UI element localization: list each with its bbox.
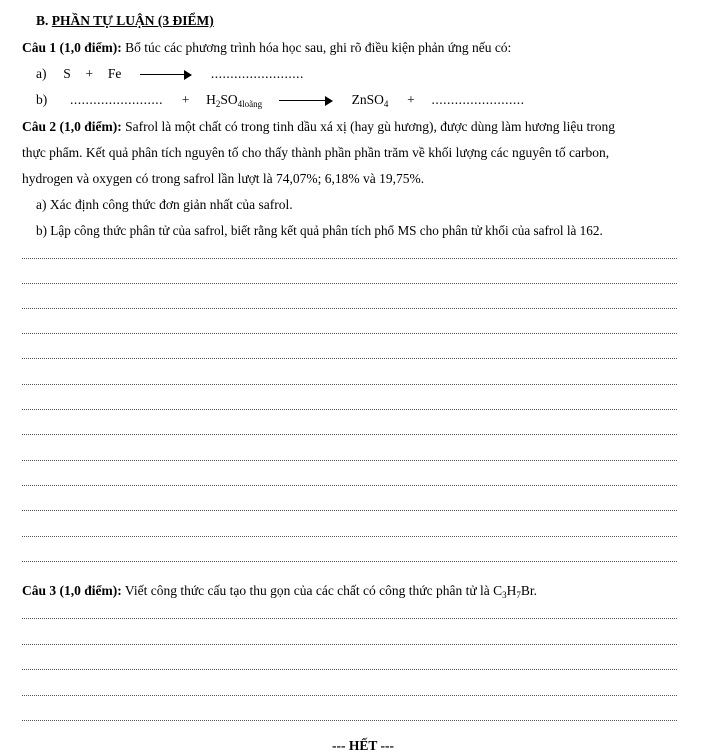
answer-line[interactable] <box>22 358 677 359</box>
question-2-label: Câu 2 (1,0 điểm): <box>22 119 122 134</box>
answer-line[interactable] <box>22 618 677 619</box>
question-2-line-3: hydrogen và oxygen có trong safrol lần lượt là 74,07%; 6,18% và 19,75%. <box>22 171 425 186</box>
answer-line[interactable] <box>22 669 677 670</box>
question-1a <box>36 65 304 82</box>
q1a-marker: a) <box>36 66 47 81</box>
question-3-text: Viết công thức cấu tạo thu gọn của các chất có công thức phân tử là $C_3H_7Br$. <box>124 583 538 600</box>
q1a-reactant-1: S <box>63 66 71 81</box>
answer-line[interactable] <box>22 333 677 334</box>
answer-line[interactable] <box>22 384 677 385</box>
question-2a: a) Xác định công thức đơn giản nhất của safrol. <box>36 197 293 212</box>
answer-line[interactable] <box>22 561 677 562</box>
section-letter: B. <box>36 13 49 28</box>
q1a-reactant-2: Fe <box>107 66 122 81</box>
answer-line[interactable] <box>22 644 677 645</box>
answer-line[interactable] <box>22 434 677 435</box>
end-marker: --- HẾT --- <box>332 738 394 753</box>
question-1 <box>22 39 511 56</box>
answer-line[interactable] <box>22 536 677 537</box>
q1b-answer-blank-1: ........................ <box>70 92 163 107</box>
question-3 <box>22 582 537 599</box>
question-3-label: Câu 3 (1,0 điểm): <box>22 583 122 598</box>
answer-line[interactable] <box>22 485 677 486</box>
q1a-answer-blank: ........................ <box>210 66 304 81</box>
answer-line[interactable] <box>22 460 677 461</box>
answer-line[interactable] <box>22 258 677 259</box>
question-1b <box>36 91 525 108</box>
q1b-marker: b) <box>36 92 48 107</box>
section-title <box>36 12 214 29</box>
section-title-text: PHẦN TỰ LUẬN (3 ĐIỂM) <box>51 13 214 28</box>
q1b-answer-blank-2: ........................ <box>431 92 525 107</box>
question-2 <box>22 118 615 135</box>
q1a-plus: + <box>85 66 94 81</box>
q1b-plus-1: + <box>181 92 190 107</box>
answer-line[interactable] <box>22 720 677 721</box>
question-2-line-2: thực phẩm. Kết quả phân tích nguyên tố cho thấy thành phần phần trăm về khối lượng các nguyên tố carbon, <box>22 145 610 160</box>
answer-line[interactable] <box>22 409 677 410</box>
question-2b: b) Lập công thức phân tử của safrol, biết rằng kết quả phân tích phổ MS cho phân tử khối của safrol là 162. <box>36 223 603 238</box>
answer-line[interactable] <box>22 695 677 696</box>
question-1-text: Bổ túc các phương trình hóa học sau, ghi rõ điều kiện phản ứng nếu có: <box>125 40 512 55</box>
reaction-arrow-icon <box>279 96 333 106</box>
q1b-product: ZnSO$_4$ <box>351 92 389 109</box>
reaction-arrow-icon <box>140 70 192 80</box>
answer-line[interactable] <box>22 510 677 511</box>
question-2-line-1: Safrol là một chất có trong tinh dầu xá xị (hay gù hương), được dùng làm hương liệu trong <box>125 119 616 134</box>
q1b-plus-2: + <box>407 92 415 107</box>
answer-line[interactable] <box>22 308 677 309</box>
question-1-label: Câu 1 (1,0 điểm): <box>22 40 122 55</box>
answer-line[interactable] <box>22 283 677 284</box>
q1b-reagent: $H_2SO_{4loãng}$ <box>206 92 263 109</box>
